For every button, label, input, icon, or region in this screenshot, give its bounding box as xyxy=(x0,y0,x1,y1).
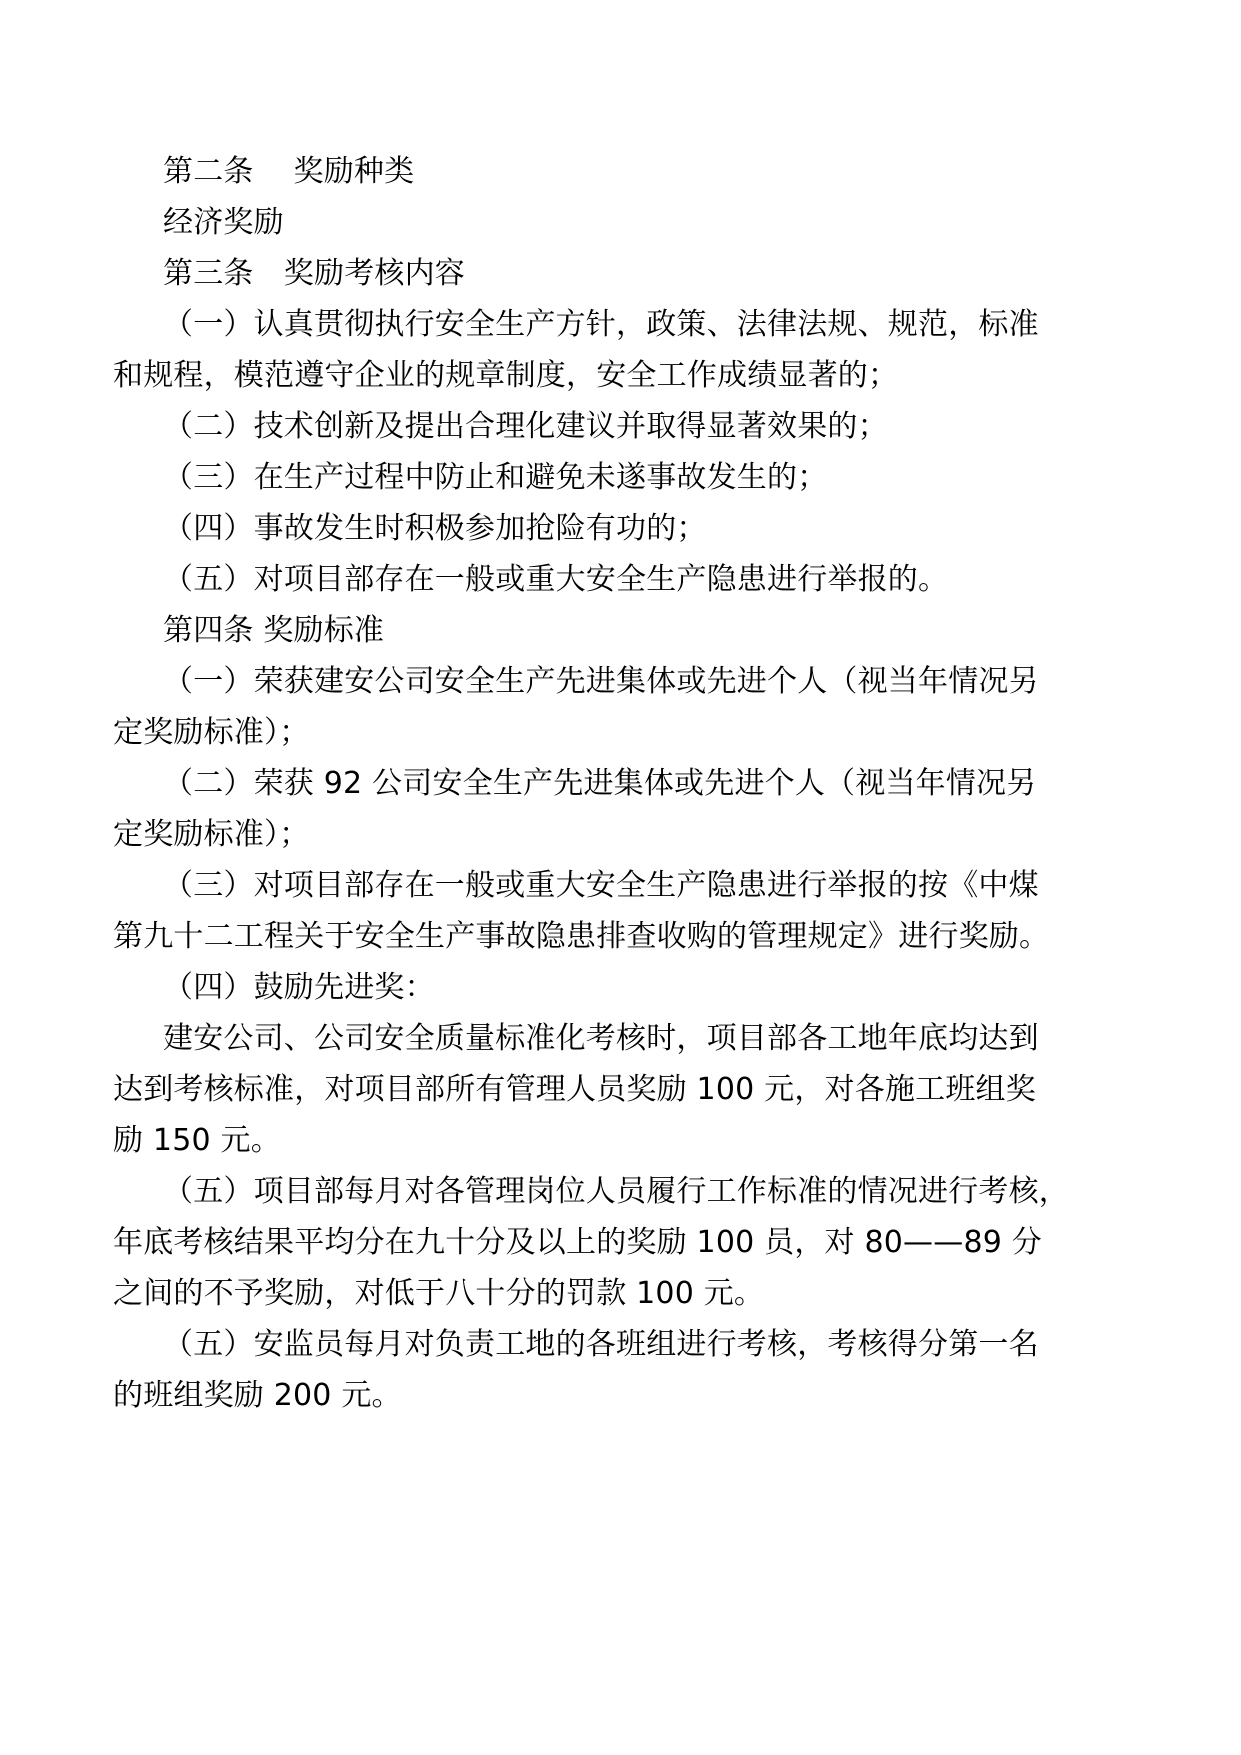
paragraph-line: （五）对项目部存在一般或重大安全生产隐患进行举报的。 xyxy=(163,562,949,597)
paragraph-line: 定奖励标准）； xyxy=(113,715,310,750)
paragraph-line: （二）荣获 92 公司安全生产先进集体或先进个人（视当年情况另 xyxy=(163,766,1037,801)
paragraph-line: （三）在生产过程中防止和避免未遂事故发生的； xyxy=(163,460,828,495)
paragraph-line: 建安公司、公司安全质量标准化考核时，项目部各工地年底均达到 xyxy=(163,1021,1039,1056)
paragraph-line: 励 150 元。 xyxy=(113,1123,281,1158)
article-2-heading: 第二条 奖励种类 xyxy=(163,154,415,189)
paragraph-line: 和规程，模范遵守企业的规章制度，安全工作成绩显著的； xyxy=(113,358,899,393)
article-3-heading: 第三条 奖励考核内容 xyxy=(163,256,465,291)
article-2-body: 经济奖励 xyxy=(163,205,284,240)
paragraph-line: 定奖励标准）； xyxy=(113,817,310,852)
paragraph-line: （一）认真贯彻执行安全生产方针，政策、法律法规、规范，标准 xyxy=(163,307,1039,342)
paragraph-line: （三）对项目部存在一般或重大安全生产隐患进行举报的按《中煤 xyxy=(163,868,1039,903)
article-4-heading: 第四条 奖励标准 xyxy=(163,613,385,648)
paragraph-line: （二）技术创新及提出合理化建议并取得显著效果的； xyxy=(163,409,888,444)
paragraph-line: 达到考核标准，对项目部所有管理人员奖励 100 元，对各施工班组奖 xyxy=(113,1072,1036,1107)
paragraph-line: 年底考核结果平均分在九十分及以上的奖励 100 员，对 80——89 分 xyxy=(113,1225,1042,1260)
paragraph-line: （四）鼓励先进奖： xyxy=(163,970,435,1005)
paragraph-line: 第九十二工程关于安全生产事故隐患排查收购的管理规定》进行奖励。 xyxy=(113,919,1050,954)
paragraph-line: （五）安监员每月对负责工地的各班组进行考核，考核得分第一名 xyxy=(163,1327,1039,1362)
paragraph-line: （一）荣获建安公司安全生产先进集体或先进个人（视当年情况另 xyxy=(163,664,1039,699)
paragraph-line: （四）事故发生时积极参加抢险有功的； xyxy=(163,511,707,546)
paragraph-line: 之间的不予奖励，对低于八十分的罚款 100 元。 xyxy=(113,1276,765,1311)
paragraph-line: （五）项目部每月对各管理岗位人员履行工作标准的情况进行考核， xyxy=(163,1174,1069,1209)
paragraph-line: 的班组奖励 200 元。 xyxy=(113,1378,402,1413)
